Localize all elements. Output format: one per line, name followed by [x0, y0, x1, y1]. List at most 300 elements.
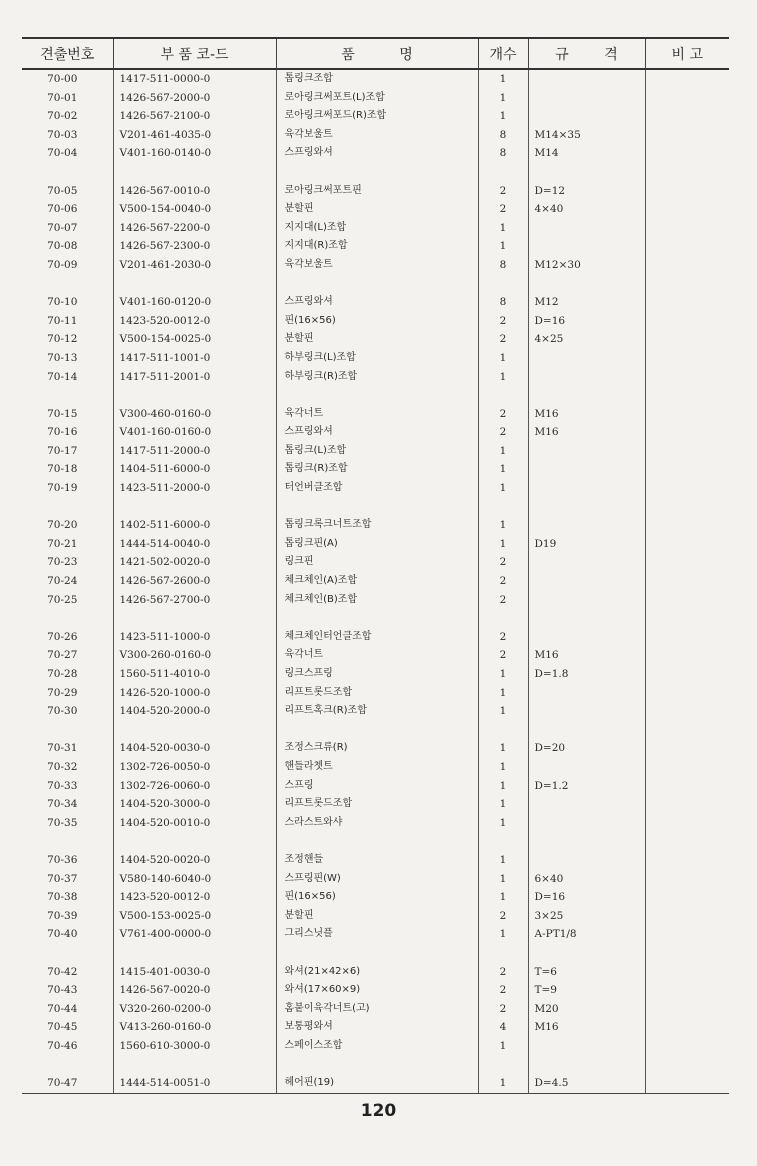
item-number-cell: 70-35: [22, 814, 113, 833]
quantity-cell: 1: [478, 888, 528, 907]
spacer-cell: [113, 498, 276, 517]
part-name-cell: 핀(16×56): [276, 888, 478, 907]
part-name-cell: 링크스프링: [276, 665, 478, 684]
item-number-cell: 70-30: [22, 702, 113, 721]
spacer-cell: [22, 498, 113, 517]
spacer-cell: [478, 498, 528, 517]
quantity-cell: 2: [478, 572, 528, 591]
quantity-cell: 2: [478, 628, 528, 647]
table-row: [22, 572, 729, 591]
table-row: [22, 665, 729, 684]
specification-cell: [528, 684, 645, 703]
quantity-cell: 1: [478, 851, 528, 870]
table-row: [22, 330, 729, 349]
quantity-cell: 4: [478, 1018, 528, 1037]
remarks-cell: [645, 628, 729, 647]
part-code-cell: 1404-520-0010-0: [113, 814, 276, 833]
remarks-cell: [645, 572, 729, 591]
specification-cell: [528, 628, 645, 647]
item-number-cell: 70-36: [22, 851, 113, 870]
remarks-cell: [645, 795, 729, 814]
table-header: [22, 38, 729, 69]
quantity-cell: 2: [478, 646, 528, 665]
remarks-cell: [645, 460, 729, 479]
table-row: [22, 925, 729, 944]
part-name-cell: 분할핀: [276, 200, 478, 219]
remarks-cell: [645, 1037, 729, 1056]
table-row: [22, 553, 729, 572]
table-body: [22, 69, 729, 1093]
remarks-cell: [645, 739, 729, 758]
specification-cell: D=1.8: [528, 665, 645, 684]
spacer-cell: [22, 386, 113, 405]
header-item-number: 견출번호: [22, 38, 113, 69]
item-number-cell: 70-20: [22, 516, 113, 535]
item-number-cell: 70-34: [22, 795, 113, 814]
specification-cell: [528, 219, 645, 238]
remarks-cell: [645, 368, 729, 387]
item-number-cell: 70-26: [22, 628, 113, 647]
item-number-cell: 70-38: [22, 888, 113, 907]
quantity-cell: 1: [478, 1037, 528, 1056]
spacer-cell: [478, 275, 528, 294]
specification-cell: [528, 368, 645, 387]
part-code-cell: 1426-567-2300-0: [113, 237, 276, 256]
part-code-cell: 1444-514-0040-0: [113, 535, 276, 554]
quantity-cell: 1: [478, 814, 528, 833]
item-number-cell: 70-29: [22, 684, 113, 703]
specification-cell: [528, 89, 645, 108]
specification-cell: [528, 516, 645, 535]
part-code-cell: 1417-511-2001-0: [113, 368, 276, 387]
part-name-cell: 스프링와셔: [276, 144, 478, 163]
item-number-cell: 70-33: [22, 777, 113, 796]
part-name-cell: 육각너트: [276, 405, 478, 424]
remarks-cell: [645, 907, 729, 926]
specification-cell: [528, 758, 645, 777]
quantity-cell: 1: [478, 107, 528, 126]
quantity-cell: 2: [478, 907, 528, 926]
specification-cell: D=16: [528, 888, 645, 907]
part-name-cell: 분할핀: [276, 907, 478, 926]
quantity-cell: 2: [478, 1000, 528, 1019]
specification-cell: M20: [528, 1000, 645, 1019]
item-number-cell: 70-21: [22, 535, 113, 554]
item-number-cell: 70-15: [22, 405, 113, 424]
part-name-cell: 와셔(17×60×9): [276, 981, 478, 1000]
table-row: [22, 312, 729, 331]
remarks-cell: [645, 312, 729, 331]
spacer-cell: [478, 721, 528, 740]
table-row: [22, 1037, 729, 1056]
part-code-cell: V201-461-2030-0: [113, 256, 276, 275]
table-row: [22, 907, 729, 926]
part-code-cell: 1404-520-0030-0: [113, 739, 276, 758]
spacer-cell: [528, 163, 645, 182]
group-spacer: [22, 163, 729, 182]
specification-cell: D=20: [528, 739, 645, 758]
item-number-cell: 70-47: [22, 1074, 113, 1093]
spacer-cell: [478, 163, 528, 182]
remarks-cell: [645, 126, 729, 145]
table-row: [22, 516, 729, 535]
part-code-cell: 1404-511-6000-0: [113, 460, 276, 479]
quantity-cell: 1: [478, 516, 528, 535]
quantity-cell: 2: [478, 182, 528, 201]
table-row: [22, 851, 729, 870]
part-name-cell: 와셔(21×42×6): [276, 963, 478, 982]
spacer-cell: [276, 832, 478, 851]
group-spacer: [22, 832, 729, 851]
part-name-cell: 터언버클조합: [276, 479, 478, 498]
item-number-cell: 70-04: [22, 144, 113, 163]
remarks-cell: [645, 646, 729, 665]
group-spacer: [22, 275, 729, 294]
remarks-cell: [645, 293, 729, 312]
spacer-cell: [276, 275, 478, 294]
quantity-cell: 8: [478, 126, 528, 145]
specification-cell: [528, 442, 645, 461]
quantity-cell: 2: [478, 423, 528, 442]
quantity-cell: 1: [478, 684, 528, 703]
part-code-cell: 1404-520-3000-0: [113, 795, 276, 814]
item-number-cell: 70-05: [22, 182, 113, 201]
remarks-cell: [645, 684, 729, 703]
spacer-cell: [276, 163, 478, 182]
item-number-cell: 70-40: [22, 925, 113, 944]
specification-cell: [528, 237, 645, 256]
spacer-cell: [113, 721, 276, 740]
table-row: [22, 237, 729, 256]
quantity-cell: 1: [478, 925, 528, 944]
part-code-cell: 1426-567-0010-0: [113, 182, 276, 201]
item-number-cell: 70-42: [22, 963, 113, 982]
quantity-cell: 1: [478, 368, 528, 387]
item-number-cell: 70-06: [22, 200, 113, 219]
spacer-cell: [478, 944, 528, 963]
specification-cell: [528, 795, 645, 814]
specification-cell: D19: [528, 535, 645, 554]
spacer-cell: [528, 832, 645, 851]
specification-cell: [528, 702, 645, 721]
part-name-cell: 스프링와셔: [276, 293, 478, 312]
quantity-cell: 1: [478, 479, 528, 498]
item-number-cell: 70-02: [22, 107, 113, 126]
remarks-cell: [645, 535, 729, 554]
specification-cell: 3×25: [528, 907, 645, 926]
spacer-cell: [528, 275, 645, 294]
part-code-cell: 1426-567-2200-0: [113, 219, 276, 238]
part-code-cell: V401-160-0140-0: [113, 144, 276, 163]
spacer-cell: [645, 832, 729, 851]
table-row: [22, 182, 729, 201]
part-name-cell: 지지대(R)조합: [276, 237, 478, 256]
spacer-cell: [645, 609, 729, 628]
spacer-cell: [528, 609, 645, 628]
spacer-cell: [645, 721, 729, 740]
part-name-cell: 톱링크(L)조합: [276, 442, 478, 461]
part-name-cell: 조정핸들: [276, 851, 478, 870]
remarks-cell: [645, 851, 729, 870]
header-remarks: 비 고: [645, 38, 729, 69]
table-row: [22, 795, 729, 814]
spacer-cell: [528, 498, 645, 517]
part-name-cell: 조정스크류(R): [276, 739, 478, 758]
part-code-cell: 1560-610-3000-0: [113, 1037, 276, 1056]
spacer-cell: [113, 609, 276, 628]
remarks-cell: [645, 219, 729, 238]
quantity-cell: 1: [478, 535, 528, 554]
part-code-cell: 1302-726-0060-0: [113, 777, 276, 796]
item-number-cell: 70-31: [22, 739, 113, 758]
item-number-cell: 70-09: [22, 256, 113, 275]
specification-cell: [528, 572, 645, 591]
remarks-cell: [645, 89, 729, 108]
part-code-cell: 1560-511-4010-0: [113, 665, 276, 684]
group-spacer: [22, 498, 729, 517]
part-name-cell: 스페이스조합: [276, 1037, 478, 1056]
part-name-cell: 육각너트: [276, 646, 478, 665]
quantity-cell: 2: [478, 981, 528, 1000]
spacer-cell: [478, 386, 528, 405]
item-number-cell: 70-28: [22, 665, 113, 684]
quantity-cell: 1: [478, 777, 528, 796]
spacer-cell: [645, 498, 729, 517]
spacer-cell: [22, 163, 113, 182]
part-name-cell: 보통평와셔: [276, 1018, 478, 1037]
table-row: [22, 219, 729, 238]
spacer-cell: [22, 609, 113, 628]
part-name-cell: 톱링크록크너트조합: [276, 516, 478, 535]
part-code-cell: V413-260-0160-0: [113, 1018, 276, 1037]
part-name-cell: 로아링크써포트핀: [276, 182, 478, 201]
table-row: [22, 69, 729, 89]
remarks-cell: [645, 69, 729, 89]
remarks-cell: [645, 330, 729, 349]
specification-cell: [528, 553, 645, 572]
part-name-cell: 핸들라쳇트: [276, 758, 478, 777]
part-code-cell: 1423-511-1000-0: [113, 628, 276, 647]
header-specification: 규 격: [528, 38, 645, 69]
remarks-cell: [645, 870, 729, 889]
part-name-cell: 분할핀: [276, 330, 478, 349]
item-number-cell: 70-18: [22, 460, 113, 479]
quantity-cell: 1: [478, 870, 528, 889]
quantity-cell: 1: [478, 349, 528, 368]
remarks-cell: [645, 702, 729, 721]
part-code-cell: 1426-567-2000-0: [113, 89, 276, 108]
part-code-cell: 1426-520-1000-0: [113, 684, 276, 703]
parts-table: [22, 37, 729, 1094]
specification-cell: M16: [528, 1018, 645, 1037]
spacer-cell: [276, 386, 478, 405]
table-row: [22, 368, 729, 387]
remarks-cell: [645, 200, 729, 219]
specification-cell: M16: [528, 646, 645, 665]
spacer-cell: [22, 721, 113, 740]
quantity-cell: 1: [478, 665, 528, 684]
quantity-cell: 8: [478, 144, 528, 163]
quantity-cell: 1: [478, 219, 528, 238]
remarks-cell: [645, 107, 729, 126]
quantity-cell: 2: [478, 200, 528, 219]
remarks-cell: [645, 237, 729, 256]
quantity-cell: 8: [478, 293, 528, 312]
table-row: [22, 405, 729, 424]
item-number-cell: 70-07: [22, 219, 113, 238]
table-row: [22, 646, 729, 665]
specification-cell: [528, 1037, 645, 1056]
spacer-cell: [528, 1055, 645, 1074]
remarks-cell: [645, 144, 729, 163]
remarks-cell: [645, 888, 729, 907]
part-code-cell: V201-461-4035-0: [113, 126, 276, 145]
header-part-name: 품 명: [276, 38, 478, 69]
remarks-cell: [645, 182, 729, 201]
part-code-cell: 1404-520-2000-0: [113, 702, 276, 721]
part-name-cell: 로아링크써포트(L)조합: [276, 89, 478, 108]
specification-cell: 6×40: [528, 870, 645, 889]
quantity-cell: 1: [478, 795, 528, 814]
specification-cell: T=6: [528, 963, 645, 982]
part-name-cell: 체크체인(A)조합: [276, 572, 478, 591]
part-code-cell: V580-140-6040-0: [113, 870, 276, 889]
item-number-cell: 70-19: [22, 479, 113, 498]
item-number-cell: 70-17: [22, 442, 113, 461]
part-name-cell: 스프링핀(W): [276, 870, 478, 889]
quantity-cell: 1: [478, 442, 528, 461]
table-row: [22, 739, 729, 758]
part-name-cell: 홈붙이육각너트(고): [276, 1000, 478, 1019]
specification-cell: D=1.2: [528, 777, 645, 796]
part-code-cell: V500-153-0025-0: [113, 907, 276, 926]
remarks-cell: [645, 423, 729, 442]
specification-cell: D=16: [528, 312, 645, 331]
remarks-cell: [645, 405, 729, 424]
group-spacer: [22, 386, 729, 405]
part-name-cell: 리프트롯드조합: [276, 684, 478, 703]
quantity-cell: 1: [478, 739, 528, 758]
part-name-cell: 스라스트와샤: [276, 814, 478, 833]
table-row: [22, 684, 729, 703]
group-spacer: [22, 609, 729, 628]
remarks-cell: [645, 479, 729, 498]
item-number-cell: 70-14: [22, 368, 113, 387]
table-row: [22, 460, 729, 479]
spacer-cell: [528, 721, 645, 740]
item-number-cell: 70-01: [22, 89, 113, 108]
part-name-cell: 스프링: [276, 777, 478, 796]
part-name-cell: 체크체인(B)조합: [276, 591, 478, 610]
part-code-cell: V300-460-0160-0: [113, 405, 276, 424]
group-spacer: [22, 1055, 729, 1074]
specification-cell: [528, 460, 645, 479]
specification-cell: [528, 107, 645, 126]
item-number-cell: 70-16: [22, 423, 113, 442]
part-code-cell: V500-154-0025-0: [113, 330, 276, 349]
specification-cell: A-PT1/8: [528, 925, 645, 944]
quantity-cell: 1: [478, 1074, 528, 1093]
item-number-cell: 70-27: [22, 646, 113, 665]
remarks-cell: [645, 758, 729, 777]
spacer-cell: [276, 1055, 478, 1074]
specification-cell: D=12: [528, 182, 645, 201]
part-name-cell: 하부링크(R)조합: [276, 368, 478, 387]
part-name-cell: 하부링크(L)조합: [276, 349, 478, 368]
spacer-cell: [22, 275, 113, 294]
part-code-cell: 1421-502-0020-0: [113, 553, 276, 572]
spacer-cell: [113, 1055, 276, 1074]
remarks-cell: [645, 1074, 729, 1093]
spacer-cell: [478, 1055, 528, 1074]
spacer-cell: [478, 609, 528, 628]
quantity-cell: 1: [478, 758, 528, 777]
part-code-cell: V761-400-0000-0: [113, 925, 276, 944]
table-row: [22, 107, 729, 126]
item-number-cell: 70-00: [22, 69, 113, 89]
part-name-cell: 육각보울트: [276, 256, 478, 275]
part-code-cell: V401-160-0120-0: [113, 293, 276, 312]
part-code-cell: 1426-567-2100-0: [113, 107, 276, 126]
part-code-cell: 1302-726-0050-0: [113, 758, 276, 777]
spacer-cell: [276, 721, 478, 740]
specification-cell: M14: [528, 144, 645, 163]
part-name-cell: 핀(16×56): [276, 312, 478, 331]
specification-cell: T=9: [528, 981, 645, 1000]
item-number-cell: 70-37: [22, 870, 113, 889]
part-code-cell: 1426-567-2600-0: [113, 572, 276, 591]
part-name-cell: 리프트롯드조합: [276, 795, 478, 814]
table-row: [22, 702, 729, 721]
part-name-cell: 헤어핀(19): [276, 1074, 478, 1093]
table-row: [22, 591, 729, 610]
part-name-cell: 지지대(L)조합: [276, 219, 478, 238]
item-number-cell: 70-46: [22, 1037, 113, 1056]
table-row: [22, 126, 729, 145]
item-number-cell: 70-13: [22, 349, 113, 368]
specification-cell: M14×35: [528, 126, 645, 145]
quantity-cell: 2: [478, 405, 528, 424]
spacer-cell: [276, 944, 478, 963]
table-row: [22, 479, 729, 498]
remarks-cell: [645, 553, 729, 572]
spacer-cell: [22, 944, 113, 963]
part-code-cell: 1417-511-2000-0: [113, 442, 276, 461]
part-code-cell: 1444-514-0051-0: [113, 1074, 276, 1093]
quantity-cell: 1: [478, 460, 528, 479]
remarks-cell: [645, 665, 729, 684]
table-row: [22, 349, 729, 368]
spacer-cell: [276, 609, 478, 628]
item-number-cell: 70-25: [22, 591, 113, 610]
table-row: [22, 870, 729, 889]
item-number-cell: 70-10: [22, 293, 113, 312]
table-row: [22, 293, 729, 312]
item-number-cell: 70-44: [22, 1000, 113, 1019]
table-row: [22, 1074, 729, 1093]
table-row: [22, 1000, 729, 1019]
table-row: [22, 963, 729, 982]
part-name-cell: 리프트혹크(R)조합: [276, 702, 478, 721]
part-code-cell: 1417-511-1001-0: [113, 349, 276, 368]
remarks-cell: [645, 516, 729, 535]
part-name-cell: 그리스닛플: [276, 925, 478, 944]
remarks-cell: [645, 777, 729, 796]
quantity-cell: 2: [478, 553, 528, 572]
table-row: [22, 144, 729, 163]
spacer-cell: [645, 386, 729, 405]
specification-cell: [528, 814, 645, 833]
